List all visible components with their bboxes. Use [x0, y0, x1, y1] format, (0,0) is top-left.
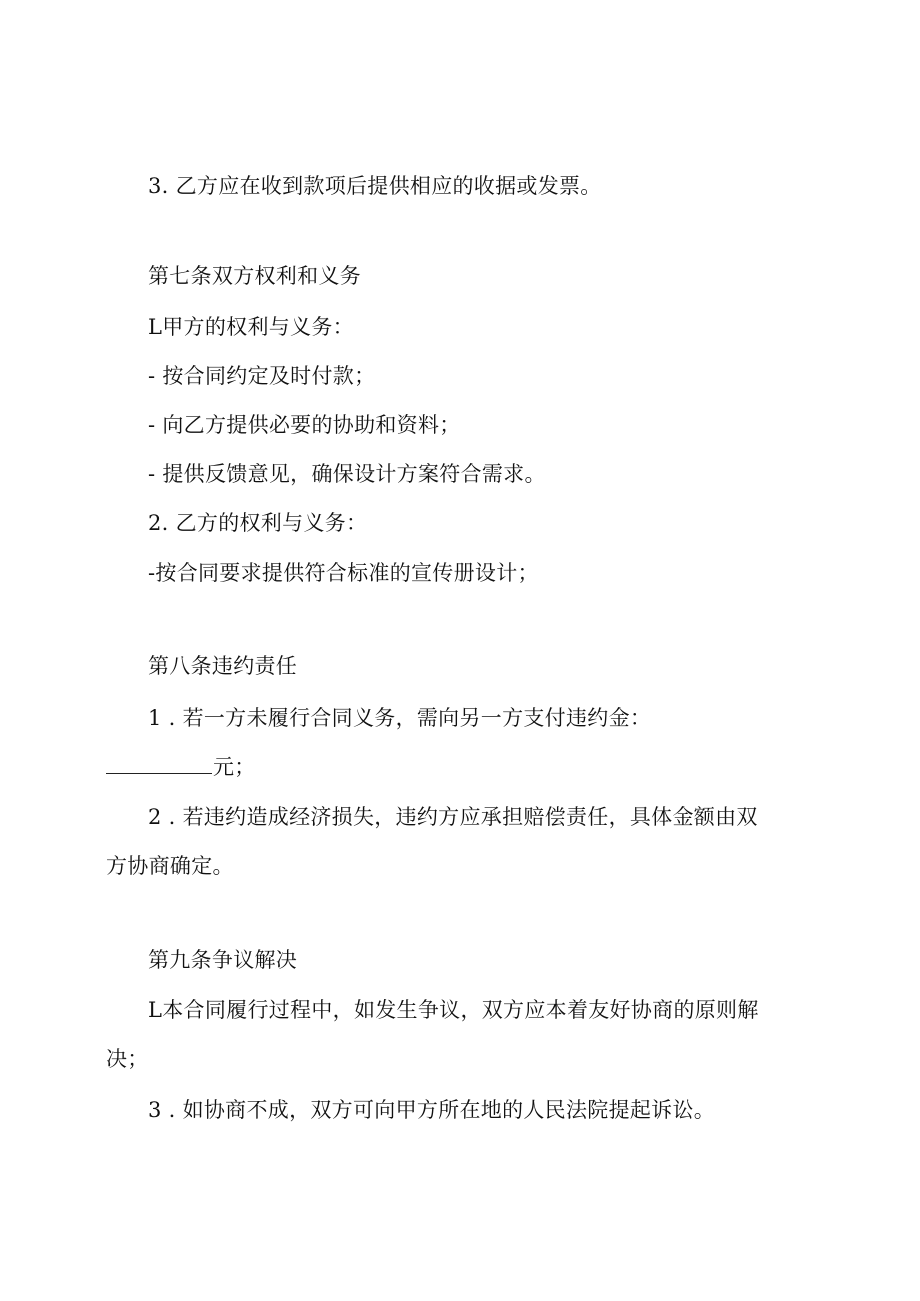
clause-6-item-3: 3. 乙方应在收到款项后提供相应的收据或发票。	[148, 174, 602, 198]
article-7-item-1-heading: L甲方的权利与义务：	[148, 315, 354, 339]
article-8-penalty-amount-line	[106, 753, 256, 781]
article-9-heading: 第九条争议解决	[148, 948, 298, 972]
article-7-party-a-duty-2: - 向乙方提供必要的协助和资料；	[148, 413, 461, 437]
article-9-item-1: L本合同履行过程中，如发生争议，双方应本着友好协商的原则解	[148, 998, 759, 1022]
currency-unit: 元；	[213, 755, 256, 779]
article-7-item-2-heading: 2. 乙方的权利与义务：	[148, 511, 368, 535]
article-8-item-2: 2 . 若违约造成经济损失，违约方应承担赔偿责任，具体金额由双	[148, 805, 758, 829]
article-7-party-a-duty-1: - 按合同约定及时付款；	[148, 364, 376, 388]
article-8-heading: 第八条违约责任	[148, 654, 298, 678]
article-7-party-b-duty-1: -按合同要求提供符合标准的宣传册设计；	[148, 561, 539, 585]
article-9-item-3: 3 . 如协商不成，双方可向甲方所在地的人民法院提起诉讼。	[148, 1098, 716, 1122]
article-8-item-1: 1 . 若一方未履行合同义务，需向另一方支付违约金：	[148, 706, 652, 730]
article-9-item-1-continued: 决；	[106, 1047, 149, 1071]
article-7-heading: 第七条双方权利和义务	[148, 264, 361, 288]
article-7-party-a-duty-3: - 提供反馈意见，确保设计方案符合需求。	[148, 462, 546, 486]
article-8-item-2-continued: 方协商确定。	[106, 854, 234, 878]
amount-blank	[106, 753, 212, 774]
